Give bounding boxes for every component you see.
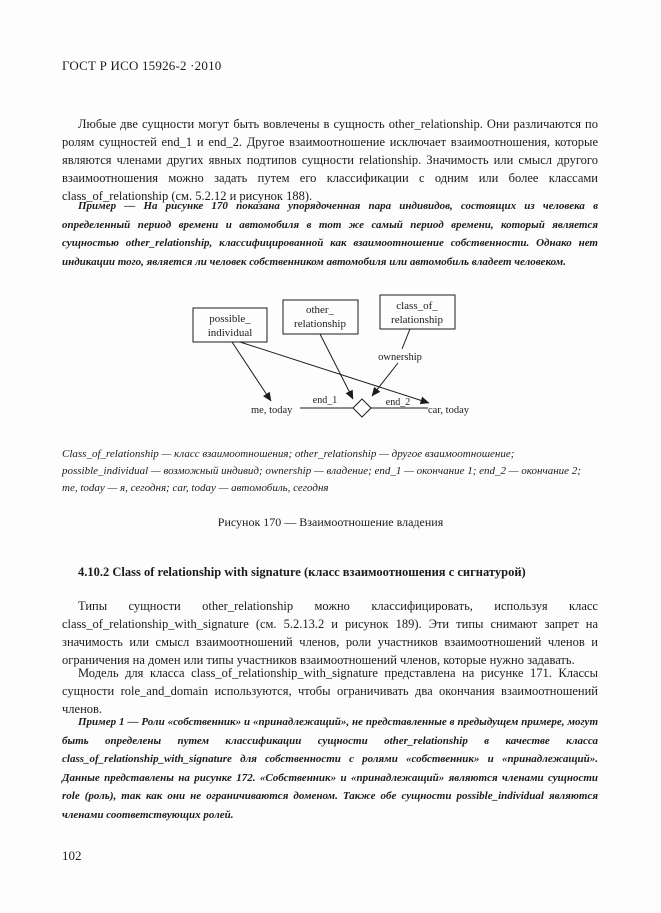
paragraph-model: Модель для класса class_of_relationship_with_signature представлена на рисунке 171. Классы сущности role_and_domain используются, чтобы ограничивать два окончания взаимоотношений членов.	[62, 666, 598, 716]
ownership-diagram	[0, 280, 661, 430]
arrow-other-relationship-to-diamond	[320, 334, 353, 399]
end-2-label: end_2	[385, 397, 411, 408]
possible-individual-label-2: individual	[207, 327, 253, 339]
example-figure-170: Пример — На рисунке 170 показана упорядоченная пара индивидов, состоящих из человека в определенный период времени и автомобиля в тот же самый период времени, который является сущностью other_relationship, классифицированной как взаимоотношение собственности. Однако нет индикации того, является ли человек собственником автомобиля или автомобиль владеет человеком.	[62, 200, 598, 268]
other-relationship-label-1: other_	[305, 304, 335, 316]
section-heading: 4.10.2 Class of relationship with signature (класс взаимоотношения с сигнатурой)	[78, 565, 526, 579]
end-1-label: end_1	[312, 395, 338, 406]
example-1: Пример 1 — Роли «собственник» и «принадлежащий», не представленные в предыдущем примере, могут быть определены путем классификации сущности other_relationship в качестве класса class_of_relationship_with_signature для собственности с ролями «собственник» и «принадлежащий». Данные представлены на рисунке 172. «Собственник» и «принадлежащий» являются членами сущности role (роль), так как они не ограничиваются доменом. Также обе сущности possible_individual являются членами соответствующих ролей.	[62, 716, 598, 821]
possible-individual-label-1: possible_	[209, 313, 251, 325]
figure-caption: Рисунок 170 — Взаимоотношение владения	[217, 515, 444, 529]
class-of-relationship-label-2: relationship	[391, 314, 443, 326]
page-number: 102	[62, 848, 82, 863]
document-header: ГОСТ Р ИСО 15926-2 ·2010	[62, 58, 222, 73]
class-of-relationship-label-1: class_of_	[396, 300, 438, 312]
line-class-to-ownership	[402, 329, 410, 349]
other-relationship-label-2: relationship	[294, 318, 346, 330]
ownership-label: ownership	[378, 352, 422, 363]
figure-legend: Class_of_relationship — класс взаимоотношения; other_relationship — другое взаимоотношение; possible_individual — возможный индивид; ownership — владение; end_1 — окончание 1; end_2 — окончание 2; me, today — я, сегодня; car, today — автомобиль, сегодня	[62, 448, 581, 494]
relationship-diamond	[353, 399, 371, 417]
car-today-label: car, today	[428, 405, 469, 416]
me-today-label: me, today	[251, 405, 293, 416]
paragraph-classification: Типы сущности other_relationship можно классифицировать, используя класс class_of_relationship_with_signature (см. 5.2.13.2 и рисунок 189). Эти типы снимают запрет на значимость или смысл взаимоотношений членов, роли участников взаимоотношений членов и ограничения на домен или типы участников взаимоотношений членов, которые нужно задавать.	[62, 599, 598, 667]
arrow-ownership-to-diamond	[372, 363, 398, 396]
paragraph-other-relationship: Любые две сущности могут быть вовлечены в сущность other_relationship. Они различаются по ролям сущностей end_1 и end_2. Другое взаимоотношение исключает взаимоотношения, которые являются членами других явных подтипов сущности relationship. Значимость или смысл другого взаимоотношения можно задать путем его классификации с одним или более классами class_of_relationship (см. 5.2.12 и рисунок 188).	[62, 117, 598, 203]
arrow-possible-individual-to-me	[232, 342, 271, 401]
